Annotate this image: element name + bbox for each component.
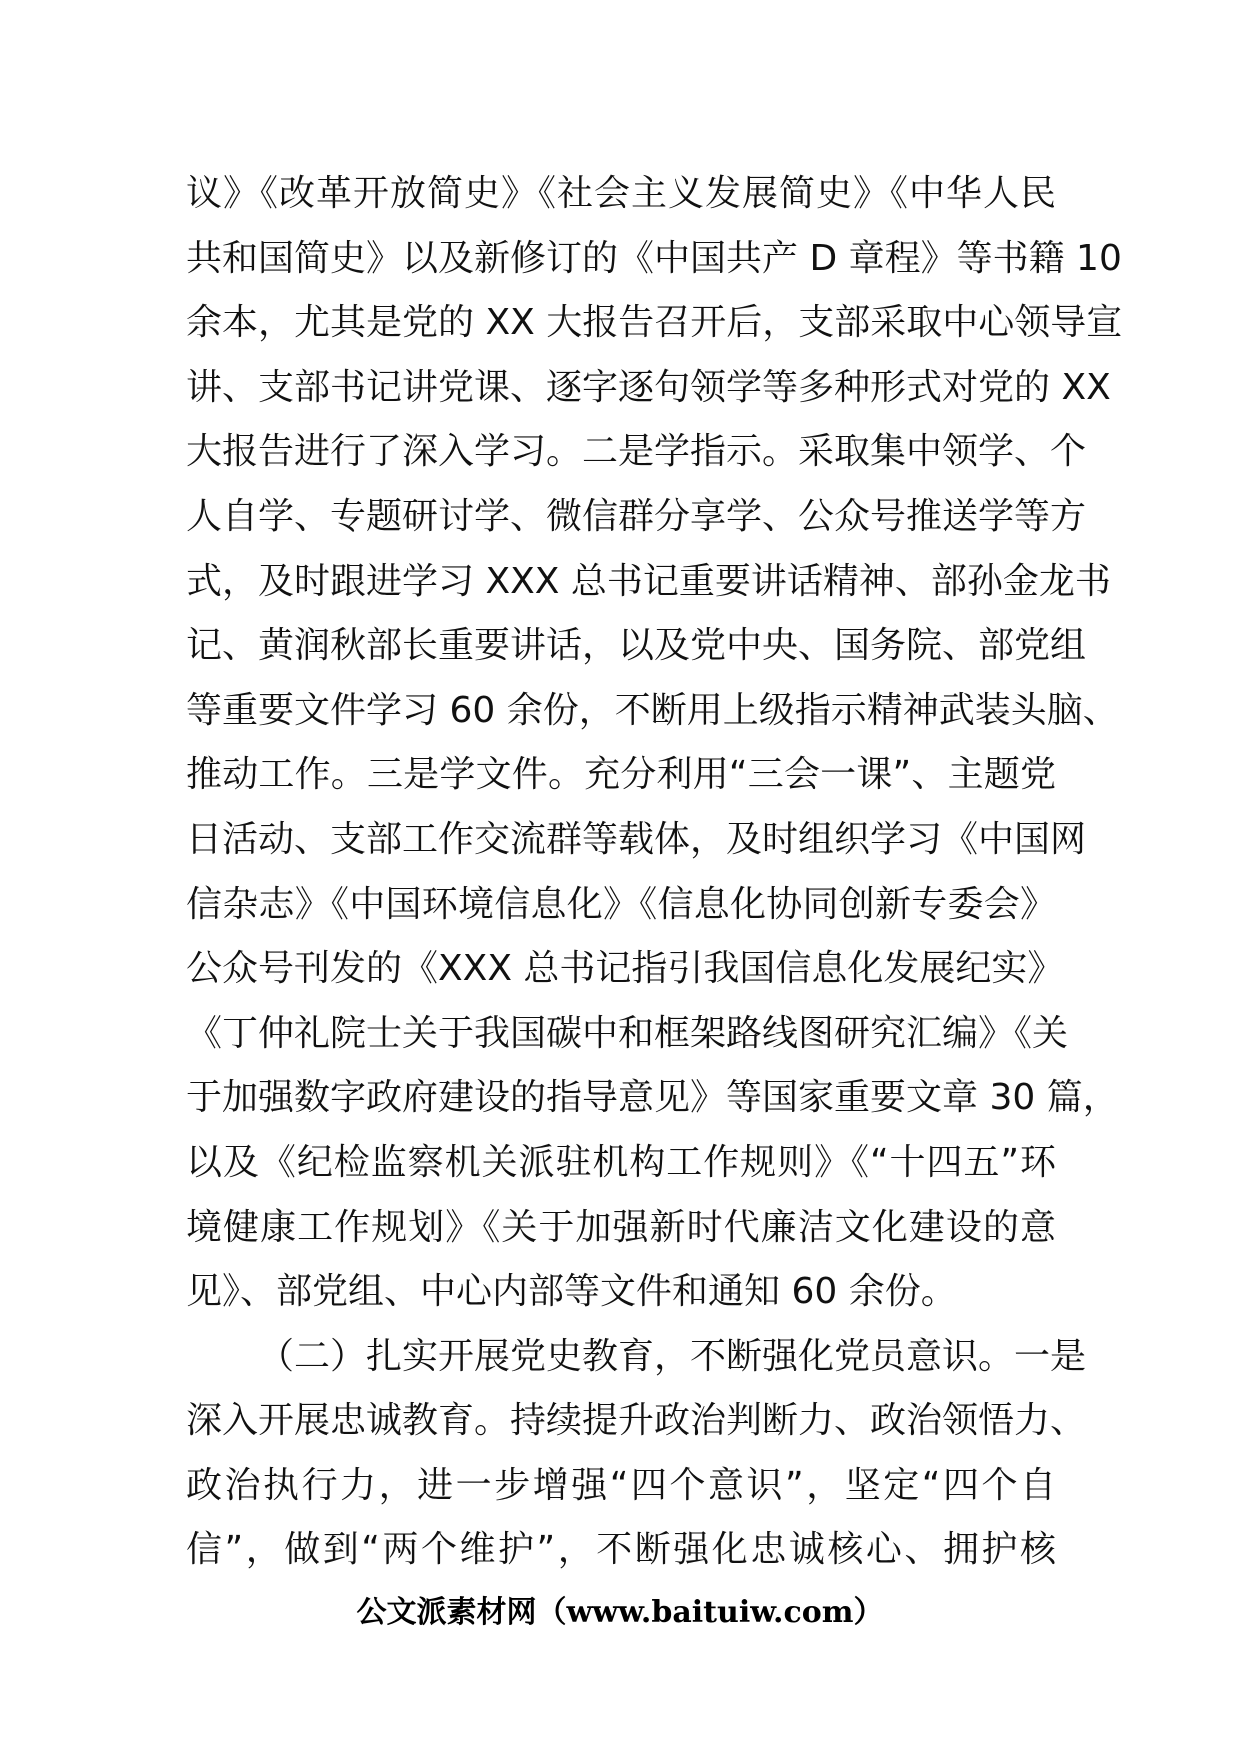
text-line: 公众号刊发的《XXX 总书记指引我国信息化发展纪实》 xyxy=(186,948,1064,990)
text-line: 推动工作。三是学文件。充分利用“三会一课”、主题党 xyxy=(186,754,1056,796)
text-line: 以及《纪检监察机关派驻机构工作规则》《“十四五”环 xyxy=(186,1141,1056,1183)
text-line: 大报告进行了深入学习。二是学指示。采取集中领学、个 xyxy=(186,431,1087,473)
footer-watermark: 公文派素材网（www.baituiw.com） xyxy=(356,1595,884,1630)
text-line: 等重要文件学习 60 余份，不断用上级指示精神武装头脑、 xyxy=(186,689,1119,731)
document-body xyxy=(186,162,1123,1583)
text-line: 式，及时跟进学习 XXX 总书记重要讲话精神、部孙金龙书 xyxy=(186,560,1111,602)
text-line: 信”，做到“两个维护”，不断强化忠诚核心、拥护核 xyxy=(186,1529,1056,1571)
text-line: 讲、支部书记讲党课、逐字逐句领学等多种形式对党的 XX xyxy=(186,366,1111,408)
text-line: 深入开展忠诚教育。持续提升政治判断力、政治领悟力、 xyxy=(186,1400,1087,1442)
text-line: 记、黄润秋部长重要讲话，以及党中央、国务院、部党组 xyxy=(186,625,1087,667)
text-line: 余本，尤其是党的 XX 大报告召开后，支部采取中心领导宣 xyxy=(186,302,1123,344)
text-line: 信杂志》《中国环境信息化》《信息化协同创新专委会》 xyxy=(186,883,1056,925)
section-heading-line: （二）扎实开展党史教育，不断强化党员意识。一是 xyxy=(258,1335,1087,1377)
text-line: 于加强数字政府建设的指导意见》等国家重要文章 30 篇， xyxy=(186,1077,1119,1119)
text-line: 人自学、专题研讨学、微信群分享学、公众号推送学等方 xyxy=(186,495,1087,537)
text-line: 《丁仲礼院士关于我国碳中和框架路线图研究汇编》《关 xyxy=(186,1012,1069,1054)
text-line: 日活动、支部工作交流群等载体，及时组织学习《中国网 xyxy=(186,818,1087,860)
text-line: 见》、部党组、中心内部等文件和通知 60 余份。 xyxy=(186,1271,957,1313)
text-line: 议》《改革开放简史》《社会主义发展简史》《中华人民 xyxy=(186,173,1056,214)
text-line: 境健康工作规划》《关于加强新时代廉洁文化建设的意 xyxy=(186,1206,1056,1248)
text-line: 共和国简史》以及新修订的《中国共产 D 章程》等书籍 10 xyxy=(186,237,1122,279)
text-line: 政治执行力，进一步增强“四个意识”，坚定“四个自 xyxy=(186,1464,1056,1506)
